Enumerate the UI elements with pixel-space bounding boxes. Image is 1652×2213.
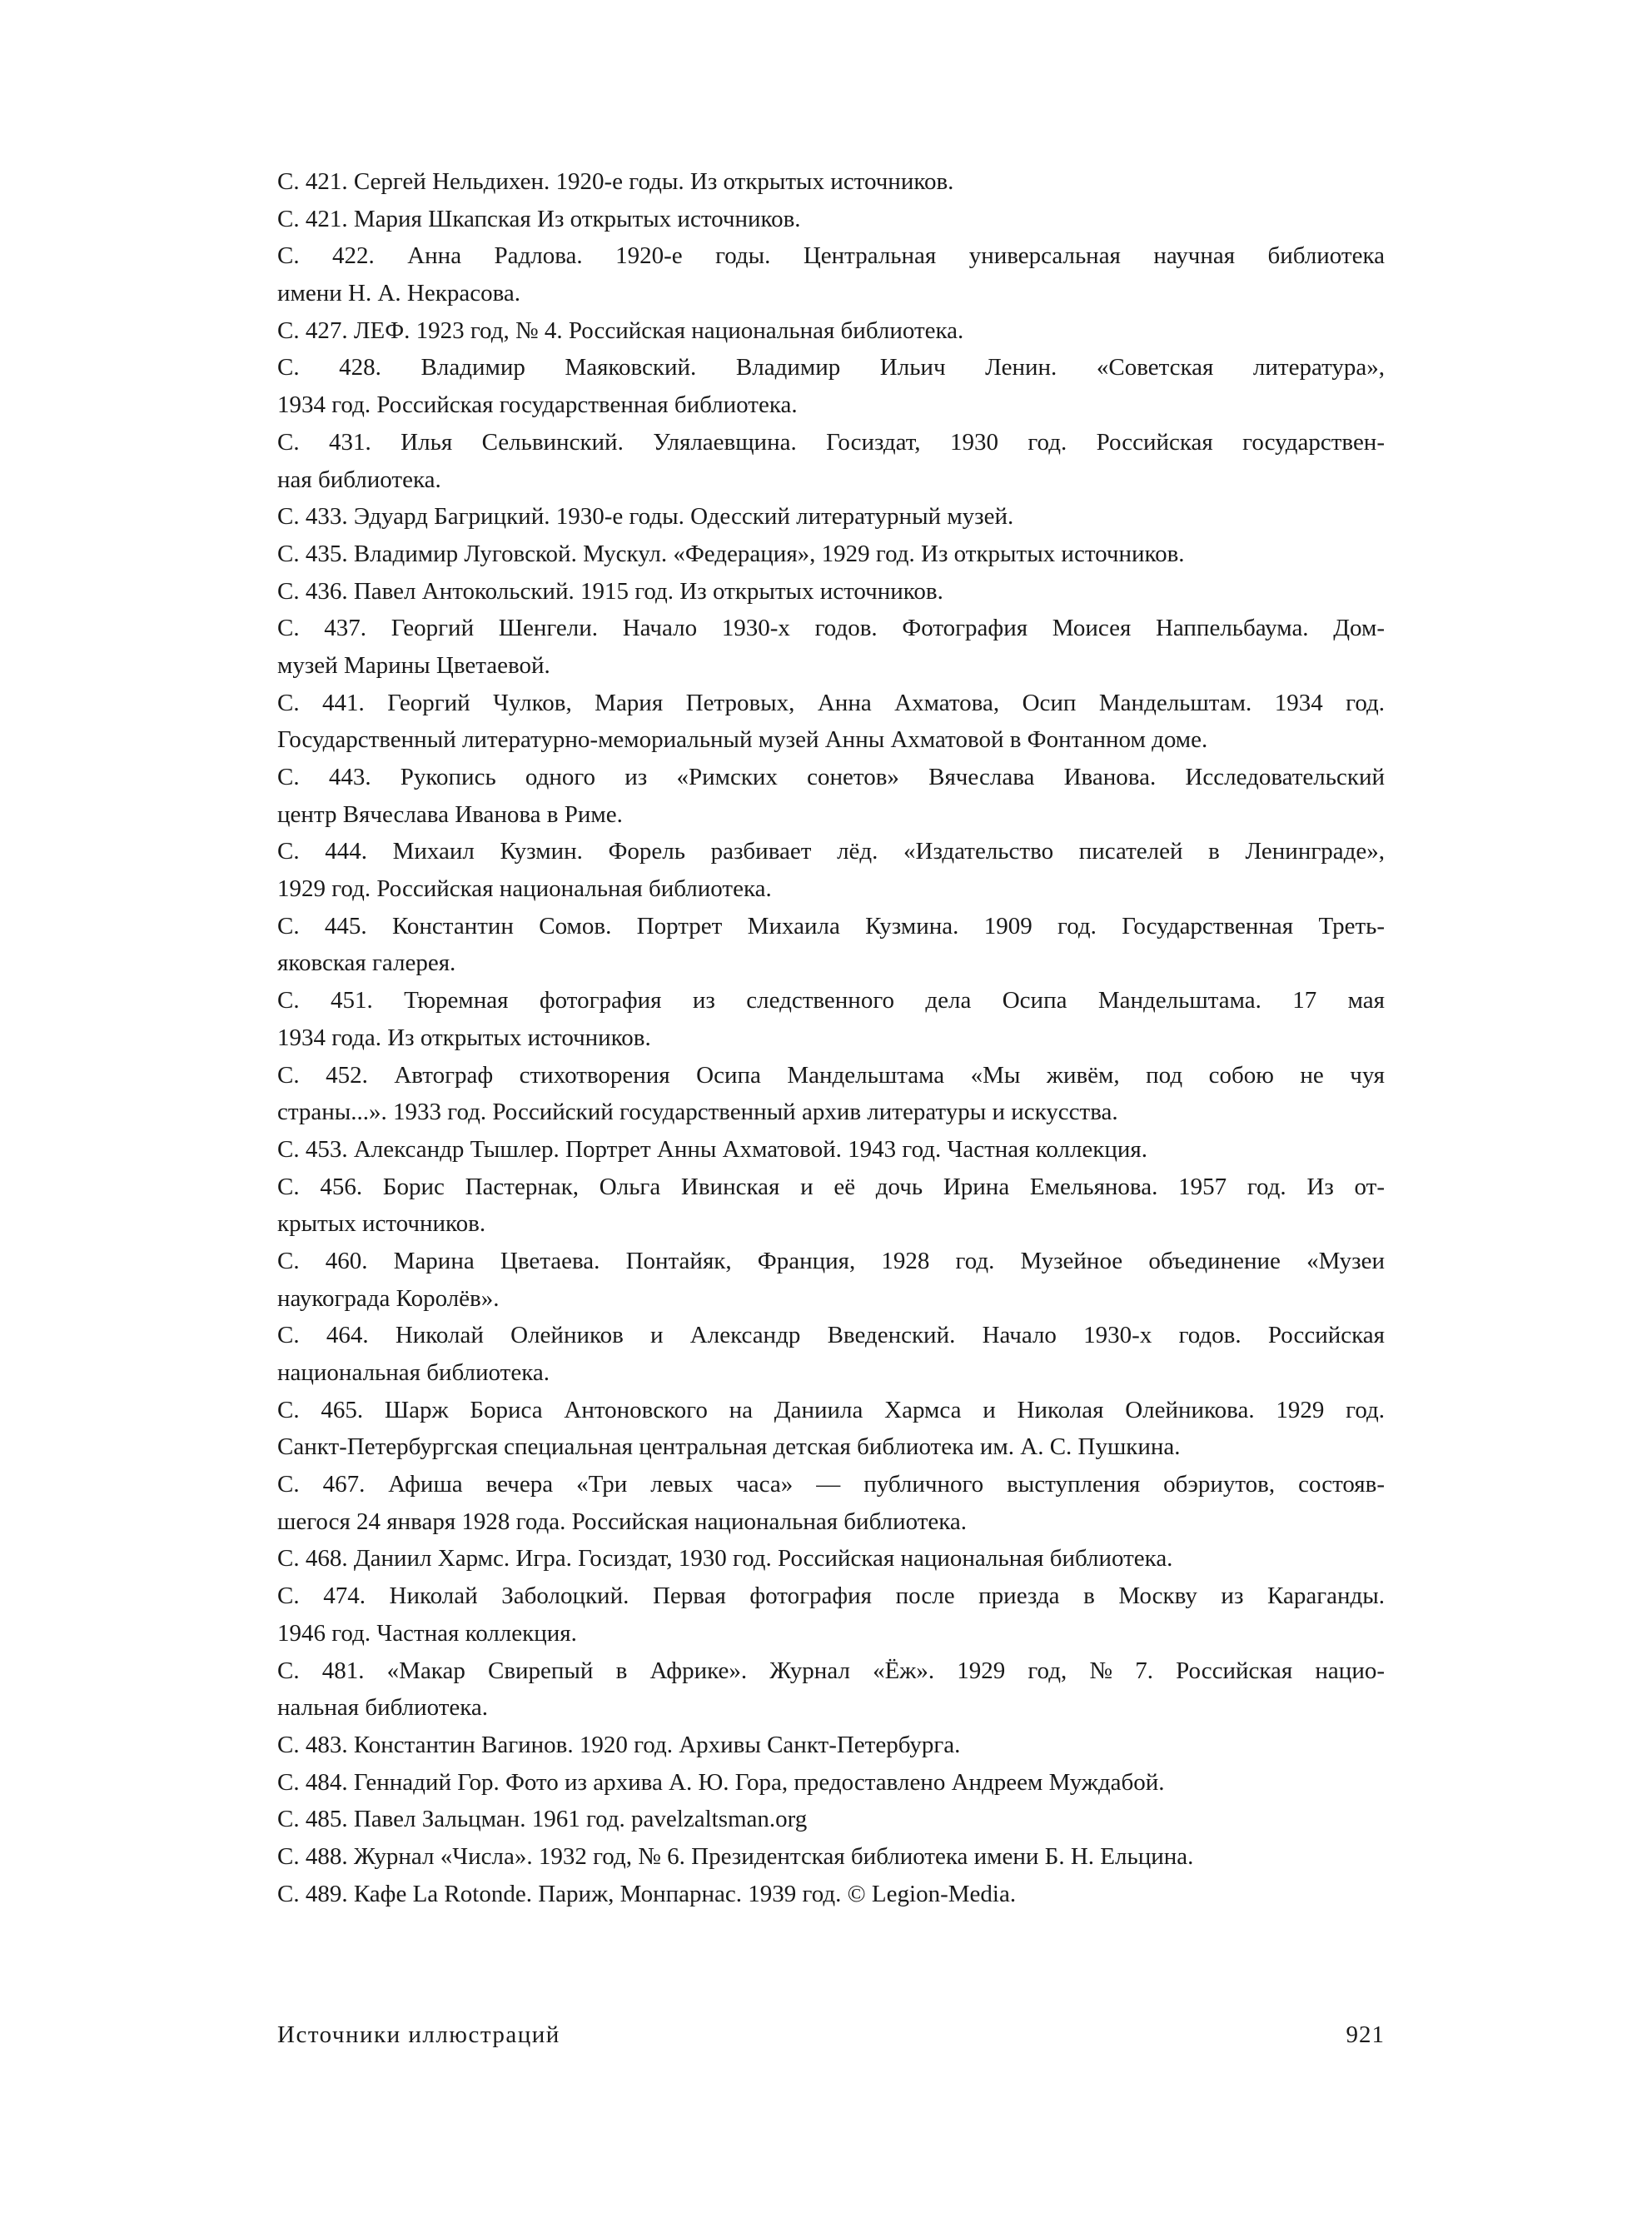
source-entry-line: 1929 год. Российская национальная библиотека. [277,875,772,903]
source-entry-line: С. 433. Эдуард Багрицкий. 1930-е годы. Одесский литературный музей. [277,503,1014,531]
source-entry-line: страны...». 1933 год. Российский государственный архив литературы и искусства. [277,1099,1118,1126]
source-entry-line: С. 465. Шарж Бориса Антоновского на Даниила Хармса и Николая Олейникова. 1929 год. [277,1396,1385,1423]
source-entry-line: С. 467. Афиша вечера «Три левых часа» — публичного выступления обэриутов, состояв- [277,1471,1385,1498]
source-entry-line: С. 485. Павел Зальцман. 1961 год. pavelzaltsman.org [277,1806,808,1833]
source-entry-line: С. 445. Константин Сомов. Портрет Михаила Кузмина. 1909 год. Государственная Треть- [277,912,1385,940]
source-entry-line: С. 436. Павел Антокольский. 1915 год. Из открытых источников. [277,577,943,605]
source-entry-line: С. 444. Михаил Кузмин. Форель разбивает лёд. «Издательство писателей в Ленинграде», [277,838,1385,865]
source-entry [277,1540,1385,1578]
source-entry [277,1652,1385,1727]
source-entry-line: С. 443. Рукопись одного из «Римских сонетов» Вячеслава Иванова. Исследовательский [277,764,1385,790]
page-number: 921 [1346,2021,1385,2048]
page-footer [277,2014,1385,2056]
source-entry [277,610,1385,684]
source-entry [277,1876,1385,1913]
source-entry-line: национальная библиотека. [277,1359,550,1386]
source-entry-line: С. 474. Николай Заболоцкий. Первая фотография после приезда в Москву из Караганды. [277,1582,1385,1610]
running-footer-title: Источники иллюстраций [277,2021,560,2048]
source-entry-line: С. 456. Борис Пастернак, Ольга Ивинская и её дочь Ирина Емельянова. 1957 год. Из от- [277,1173,1385,1200]
source-entry-line: шегося 24 января 1928 года. Российская национальная библиотека. [277,1508,968,1535]
source-entry-line: яковская галерея. [277,949,456,977]
source-entry-line: крытых источников. [277,1210,486,1238]
source-entry [277,1801,1385,1838]
source-entry-line: С. 452. Автограф стихотворения Осипа Мандельштама «Мы живём, под собою не чуя [277,1061,1385,1089]
source-entry [277,1392,1385,1466]
source-entry [277,1764,1385,1802]
source-entry-line: центр Вячеслава Иванова в Риме. [277,800,623,828]
source-entry-line: музей Марины Цветаевой. [277,651,550,679]
source-entry-line: С. 428. Владимир Маяковский. Владимир Ильич Ленин. «Советская литература», [277,354,1385,381]
source-entry [277,1317,1385,1391]
source-entry [277,1169,1385,1243]
source-entry-line: С. 489. Кафе La Rotonde. Париж, Монпарнас. 1939 год. © Legion-Media. [277,1880,1017,1907]
source-entry [277,1131,1385,1169]
source-entry-line: С. 427. ЛЕФ. 1923 год, № 4. Российская национальная библиотека. [277,316,964,344]
source-entry-line: 1934 года. Из открытых источников. [277,1024,651,1051]
source-entry [277,908,1385,982]
source-entry-line: С. 483. Константин Вагинов. 1920 год. Архивы Санкт-Петербурга. [277,1731,961,1758]
source-entry [277,1838,1385,1876]
source-entry-line: Санкт-Петербургская специальная центральная детская библиотека им. А. С. Пушкина. [277,1433,1181,1461]
source-entry-line: С. 431. Илья Сельвинский. Улялаевщина. Госиздат, 1930 год. Российская государствен- [277,428,1385,456]
source-entry [277,498,1385,536]
source-entry [277,573,1385,611]
source-entry-line: Государственный литературно-мемориальный музей Анны Ахматовой в Фонтанном доме. [277,726,1208,754]
source-entry [277,1578,1385,1652]
source-entry-line: С. 421. Сергей Нельдихен. 1920-е годы. Из открытых источников. [277,168,954,195]
source-entry [277,1727,1385,1764]
source-entry-line: С. 468. Даниил Хармс. Игра. Госиздат, 1930 год. Российская национальная библиотека. [277,1545,1173,1573]
source-entry-line: ная библиотека. [277,466,441,493]
source-entry-line: 1934 год. Российская государственная библиотека. [277,391,798,419]
source-entry-line: С. 451. Тюремная фотография из следственного дела Осипа Мандельштама. 17 мая [277,987,1385,1014]
source-entry-line: нальная библиотека. [277,1694,489,1722]
source-entry [277,1057,1385,1131]
source-entry [277,1466,1385,1540]
source-entry-line: С. 464. Николай Олейников и Александр Введенский. Начало 1930-х годов. Российская [277,1322,1385,1349]
source-entry [277,1243,1385,1317]
source-entry-line: С. 481. «Макар Свирепый в Африке». Журнал «Ёж». 1929 год, № 7. Российская нацио- [277,1657,1385,1684]
illustration-sources-list [277,163,1385,1912]
source-entry [277,424,1385,498]
source-entry [277,759,1385,833]
source-entry [277,163,1385,201]
source-entry [277,237,1385,312]
source-entry [277,833,1385,907]
source-entry-line: имени Н. А. Некрасова. [277,280,520,307]
source-entry-line: С. 484. Геннадий Гор. Фото из архива А. Ю. Гора, предоставлено Андреем Муждабой. [277,1768,1165,1796]
source-entry [277,349,1385,423]
source-entry-line: С. 460. Марина Цветаева. Понтайяк, Франция, 1928 год. Музейное объединение «Музеи [277,1247,1385,1274]
source-entry-line: С. 422. Анна Радлова. 1920-е годы. Центральная универсальная научная библиотека [277,242,1385,270]
source-entry [277,982,1385,1056]
source-entry-line: С. 453. Александр Тышлер. Портрет Анны Ахматовой. 1943 год. Частная коллекция. [277,1135,1148,1163]
source-entry [277,685,1385,759]
source-entry-line: С. 435. Владимир Луговской. Мускул. «Федерация», 1929 год. Из открытых источников. [277,540,1185,567]
source-entry-line: С. 441. Георгий Чулков, Мария Петровых, Анна Ахматова, Осип Мандельштам. 1934 год. [277,689,1385,716]
source-entry-line: С. 488. Журнал «Числа». 1932 год, № 6. Президентская библиотека имени Б. Н. Ельцина. [277,1842,1194,1870]
source-entry-line: С. 437. Георгий Шенгели. Начало 1930-х годов. Фотография Моисея Наппельбаума. Дом- [277,615,1385,642]
source-entry [277,201,1385,238]
source-entry [277,312,1385,350]
source-entry-line: 1946 год. Частная коллекция. [277,1619,577,1647]
source-entry-line: наукограда Королёв». [277,1284,500,1312]
source-entry [277,536,1385,573]
source-entry-line: С. 421. Мария Шкапская Из открытых источников. [277,205,801,232]
